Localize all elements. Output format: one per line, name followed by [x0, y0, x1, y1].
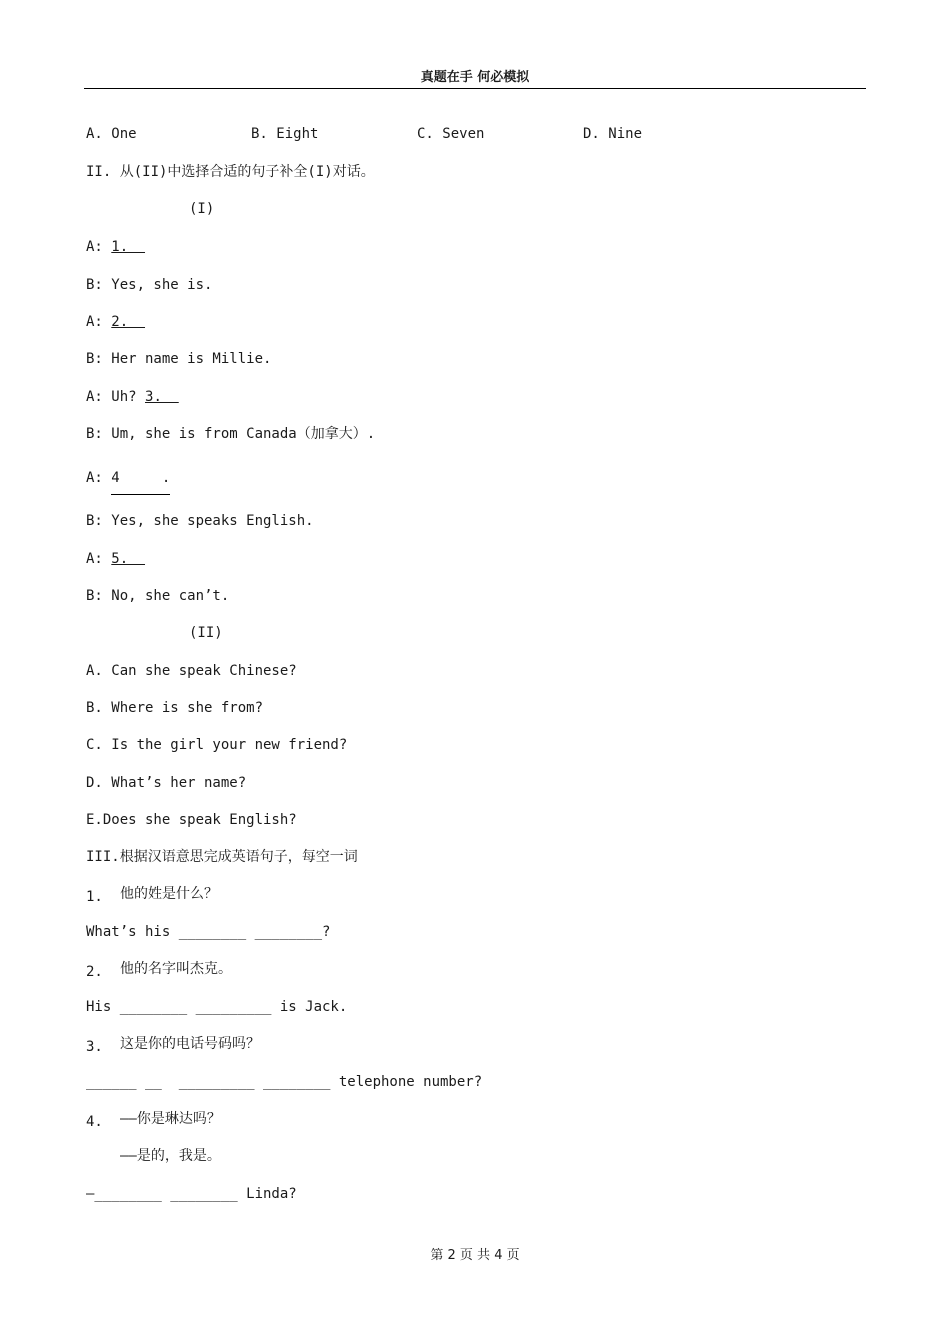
- choice-a: A. Can she speak Chinese?: [86, 663, 297, 679]
- dialogue-line-a3: A: Uh? 3.: [86, 389, 179, 405]
- option-b: B. Eight: [251, 126, 319, 142]
- item4-number: 4.: [86, 1114, 103, 1130]
- blank-3: 3.: [145, 389, 179, 405]
- part1-label: (I): [189, 201, 215, 217]
- blank-2: 2.: [111, 314, 146, 330]
- choice-d: D. What’s her name?: [86, 775, 247, 791]
- page-footer: 第 2 页 共 4 页: [430, 1248, 520, 1263]
- choice-b: B. Where is she from?: [86, 700, 264, 716]
- item1-number: 1.: [86, 889, 103, 905]
- blank-1: 1.: [111, 239, 146, 255]
- item1-english: What’s his ________ ________?: [86, 924, 331, 940]
- item1-chinese: 他的姓是什么？: [120, 886, 218, 902]
- header-divider: [84, 88, 866, 89]
- blank-4: 4 .: [111, 468, 170, 495]
- item2-chinese: 他的名字叫杰克。: [120, 961, 232, 977]
- section2-heading: II. 从(II)中选择合适的句子补全(I)对话。: [86, 164, 375, 180]
- item2-english: His ________ _________ is Jack.: [86, 999, 348, 1015]
- item4-chinese-q: ——你是琳达吗？: [120, 1111, 221, 1127]
- section3-heading: III.根据汉语意思完成英语句子，每空一词: [86, 849, 358, 865]
- dialogue-line-b3: B: Um, she is from Canada（加拿大）.: [86, 426, 376, 442]
- option-d: D. Nine: [583, 126, 643, 142]
- part2-label: (II): [189, 625, 223, 641]
- dialogue-line-b5: B: No, she can’t.: [86, 588, 230, 604]
- choice-c: C. Is the girl your new friend?: [86, 737, 348, 753]
- item3-english: ______ __ _________ ________ telephone number?: [86, 1074, 483, 1090]
- dialogue-line-b1: B: Yes, she is.: [86, 277, 213, 293]
- item3-chinese: 这是你的电话号码吗？: [120, 1036, 260, 1052]
- dialogue-line-a1: A: 1.: [86, 239, 146, 255]
- item3-number: 3.: [86, 1039, 103, 1055]
- dialogue-line-b4: B: Yes, she speaks English.: [86, 513, 314, 529]
- blank-5: 5.: [111, 551, 146, 567]
- dialogue-line-a5: A: 5.: [86, 551, 146, 567]
- option-c: C. Seven: [417, 126, 485, 142]
- item4-chinese-a: ——是的，我是。: [120, 1148, 221, 1164]
- dialogue-line-b2: B: Her name is Millie.: [86, 351, 272, 367]
- choice-e: E.Does she speak English?: [86, 812, 297, 828]
- option-a: A. One: [86, 126, 137, 142]
- dialogue-line-a2: A: 2.: [86, 314, 146, 330]
- item2-number: 2.: [86, 964, 103, 980]
- dialogue-line-a4: A: 4 .: [86, 468, 170, 495]
- page-header-title: 真题在手 何必模拟: [420, 70, 530, 85]
- item4-english: —________ ________ Linda?: [86, 1186, 297, 1202]
